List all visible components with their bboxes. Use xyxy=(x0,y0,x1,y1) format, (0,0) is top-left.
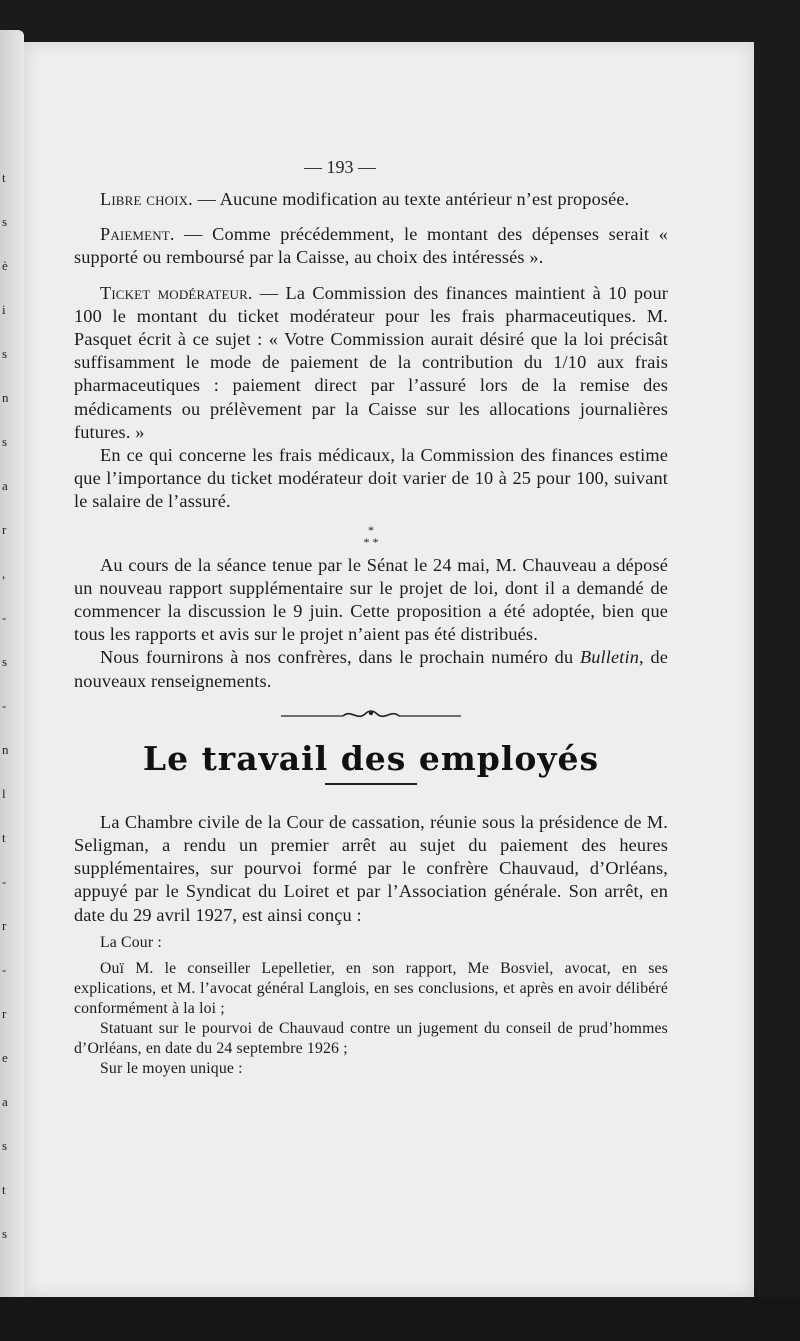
paragraph-text: Nous fournirons à nos confrères, dans le prochain numéro du xyxy=(100,647,580,668)
adjacent-page-char: e xyxy=(2,1050,8,1065)
paragraph-text: — La Commission des finances maintient à 10 pour 100 le montant du ticket modérateur pour les frais pharmaceutiques. M. Pasquet écrit à ce sujet : « Votre Commission aurait désiré que la loi précisât suffisamment le mode de paiement de la contribution du 1/10 aux frais pharmaceutiques : paiement direct par l’assuré lors de la remise des médicaments ou prélèvement par la Caisse sur les allocations journalières futures. » xyxy=(74,282,668,442)
adjacent-page-char: t xyxy=(2,1182,6,1197)
adjacent-page-char: - xyxy=(2,698,7,713)
star-top: * xyxy=(368,522,374,537)
bulletin-title: Bulletin xyxy=(579,647,640,668)
paragraph-paiement xyxy=(74,223,668,269)
adjacent-page-char: a xyxy=(2,478,8,493)
paragraph-text: — Aucune modification au texte antérieur n’est proposée. xyxy=(192,189,630,209)
adjacent-page-char: n xyxy=(2,390,9,405)
adjacent-page-char: s xyxy=(2,346,8,361)
adjacent-page-char: l xyxy=(2,786,6,801)
page-number: — 193 — xyxy=(304,157,376,177)
section-label-paiement: Paiement. xyxy=(100,224,175,245)
background-bottom xyxy=(0,1297,800,1341)
adjacent-page-char: r xyxy=(2,1006,7,1021)
adjacent-page-char: - xyxy=(2,610,7,625)
paragraph-ticket-moderateur xyxy=(74,282,668,444)
adjacent-page-char: a xyxy=(2,1094,8,1109)
paragraph-libre-choix xyxy=(74,188,668,211)
ornamental-divider xyxy=(281,705,461,723)
adjacent-page-char: , xyxy=(2,566,6,581)
adjacent-page-char: s xyxy=(2,1226,8,1241)
adjacent-page-char: s xyxy=(2,434,8,449)
adjacent-page-edge xyxy=(0,30,24,1305)
adjacent-page-char: s xyxy=(2,1138,8,1153)
stars-bottom: * * xyxy=(363,534,379,549)
adjacent-page-char: r xyxy=(2,918,7,933)
adjacent-page-char: r xyxy=(2,522,7,537)
paragraph-fournirons xyxy=(74,646,668,692)
adjacent-page-char: n xyxy=(2,742,9,757)
adjacent-page-char: s xyxy=(2,214,8,229)
paragraph-senat: Au cours de la séance tenue par le Sénat le 24 mai, M. Chauveau a déposé un nouveau rapport supplémentaire sur le projet de loi, dont il a demandé de commencer la discussion le 9 juin. Cette proposition a été adoptée, bien que tous les rapports et avis sur le projet n’aient pas été distribués. xyxy=(74,554,668,645)
court-la-cour: La Cour : xyxy=(100,933,162,951)
court-moyen: Sur le moyen unique : xyxy=(100,1059,243,1077)
adjacent-page-char: - xyxy=(2,874,7,889)
adjacent-page-char: è xyxy=(2,258,8,273)
court-oui: Ouï M. le conseiller Lepelletier, en son rapport, Me Bosviel, avocat, en ses explications, et M. l’avocat général Langlois, en ses conclusions, et après en avoir délibéré conformément à la loi ; xyxy=(74,959,668,1017)
article-heading: Le travail des employés xyxy=(142,738,600,778)
paragraph-text: , de nouveaux renseignements. xyxy=(74,647,669,691)
section-label-libre-choix: Libre choix. xyxy=(100,189,193,209)
page-content xyxy=(74,188,668,1079)
adjacent-page-char: s xyxy=(2,654,8,669)
court-statuant: Statuant sur le pourvoi de Chauvaud contre un jugement du conseil de prud’hommes d’Orléans, en date du 24 septembre 1926 ; xyxy=(74,1019,668,1057)
section-separator-stars xyxy=(74,524,668,548)
heading-underline xyxy=(325,783,417,785)
adjacent-page-char: - xyxy=(2,962,7,977)
section-label-ticket-moderateur: Ticket modérateur. xyxy=(100,282,253,303)
adjacent-page-char: i xyxy=(2,302,6,317)
paragraph-text: — Comme précédemment, le montant des dépenses serait « supporté ou remboursé par la Caisse, au choix des intéressés ». xyxy=(74,224,668,268)
paragraph-intro: La Chambre civile de la Cour de cassation, réunie sous la présidence de M. Seligman, a rendu un premier arrêt au sujet du paiement des heures supplémentaires, sur pourvoi formé par le confrère Chauvaud, d’Orléans, appuyé par le Syndicat du Loiret et par l’Association générale. Son arrêt, en date du 29 avril 1927, est ainsi conçu : xyxy=(74,811,668,925)
adjacent-page-char: t xyxy=(2,170,6,185)
adjacent-page-char: t xyxy=(2,830,6,845)
paragraph-frais-medicaux: En ce qui concerne les frais médicaux, la Commission des finances estime que l’importance du ticket modérateur doit varier de 10 à 25 pour 100, suivant le salaire de l’assuré. xyxy=(74,445,668,512)
page xyxy=(24,42,754,1297)
